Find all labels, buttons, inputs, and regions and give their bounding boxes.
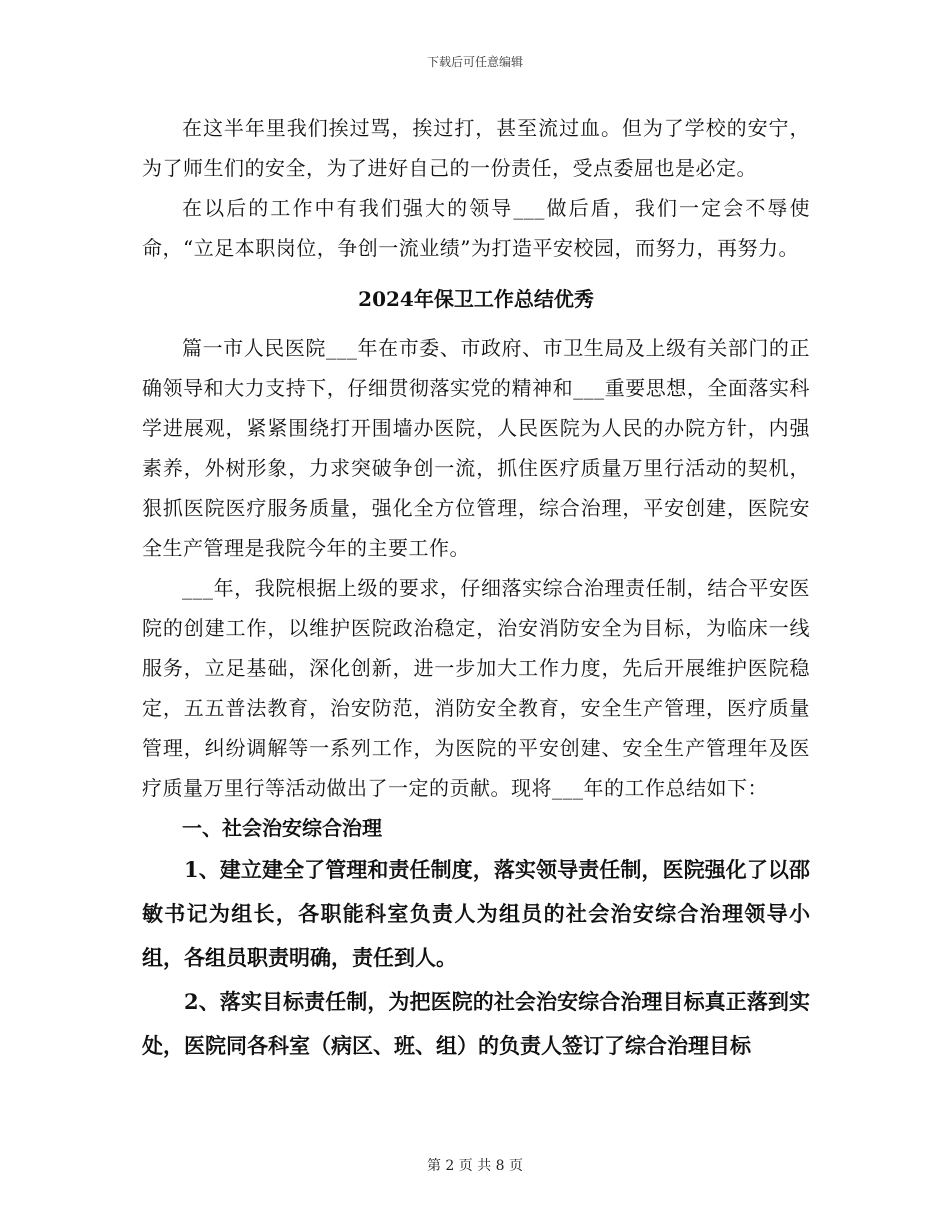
paragraph: 篇一市人民医院___年在市委、市政府、市卫生局及上级有关部门的正确领导和大力支持下，仔细贯彻落实党的精神和___重要思想，全面落实科学进展观，紧紧围绕打开围墙办医院，人民医院为人民的办院方针，内强素养，外树形象，力求突破争创一流，抓住医疗质量万里行活动的契机，狠抓医院医疗服务质量，强化全方位管理，综合治理，平安创建，医院安全生产管理是我院今年的主要工作。 [142,336,810,560]
paragraph: 在这半年里我们挨过骂，挨过打，甚至流过血。但为了学校的安宁，为了师生们的安全，为了进好自己的一份责任，受点委屈也是必定。 [142,116,810,180]
paragraph: 在以后的工作中有我们强大的领导___做后盾，我们一定会不辱使命，“立足本职岗位，争创一流业绩”为打造平安校园，而努力，再努力。 [142,196,810,260]
paragraph: ___年，我院根据上级的要求，仔细落实综合治理责任制，结合平安医院的创建工作，以维护医院政治稳定，治安消防安全为目标，为临床一线服务，立足基础，深化创新，进一步加大工作力度，先后开展维护医院稳定，五五普法教育，治安防范，消防安全教育，安全生产管理，医疗质量管理，纠纷调解等一系列工作，为医院的平安创建、安全生产管理年及医疗质量万里行等活动做出了一定的贡献。现将___年的工作总结如下： [142,576,810,800]
bold-paragraph: 1、建立建全了管理和责任制度，落实领导责任制，医院强化了以邵敏书记为组长，各职能科室负责人为组员的社会治安综合治理领导小组，各组员职责明确，责任到人。 [142,857,810,970]
page-footer: 第 2 页 共 8 页 [426,1158,524,1174]
document-body [142,108,810,1068]
subheading: 一、社会治安综合治理 [182,816,382,840]
bold-paragraph: 2、落实目标责任制，为把医院的社会治安综合治理目标真正落到实处，医院同各科室（病区、班、组）的负责人签订了综合治理目标 [142,989,810,1058]
header-note: 下载后可任意编辑 [426,55,523,69]
section-title: 2024年保卫工作总结优秀 [358,287,594,311]
